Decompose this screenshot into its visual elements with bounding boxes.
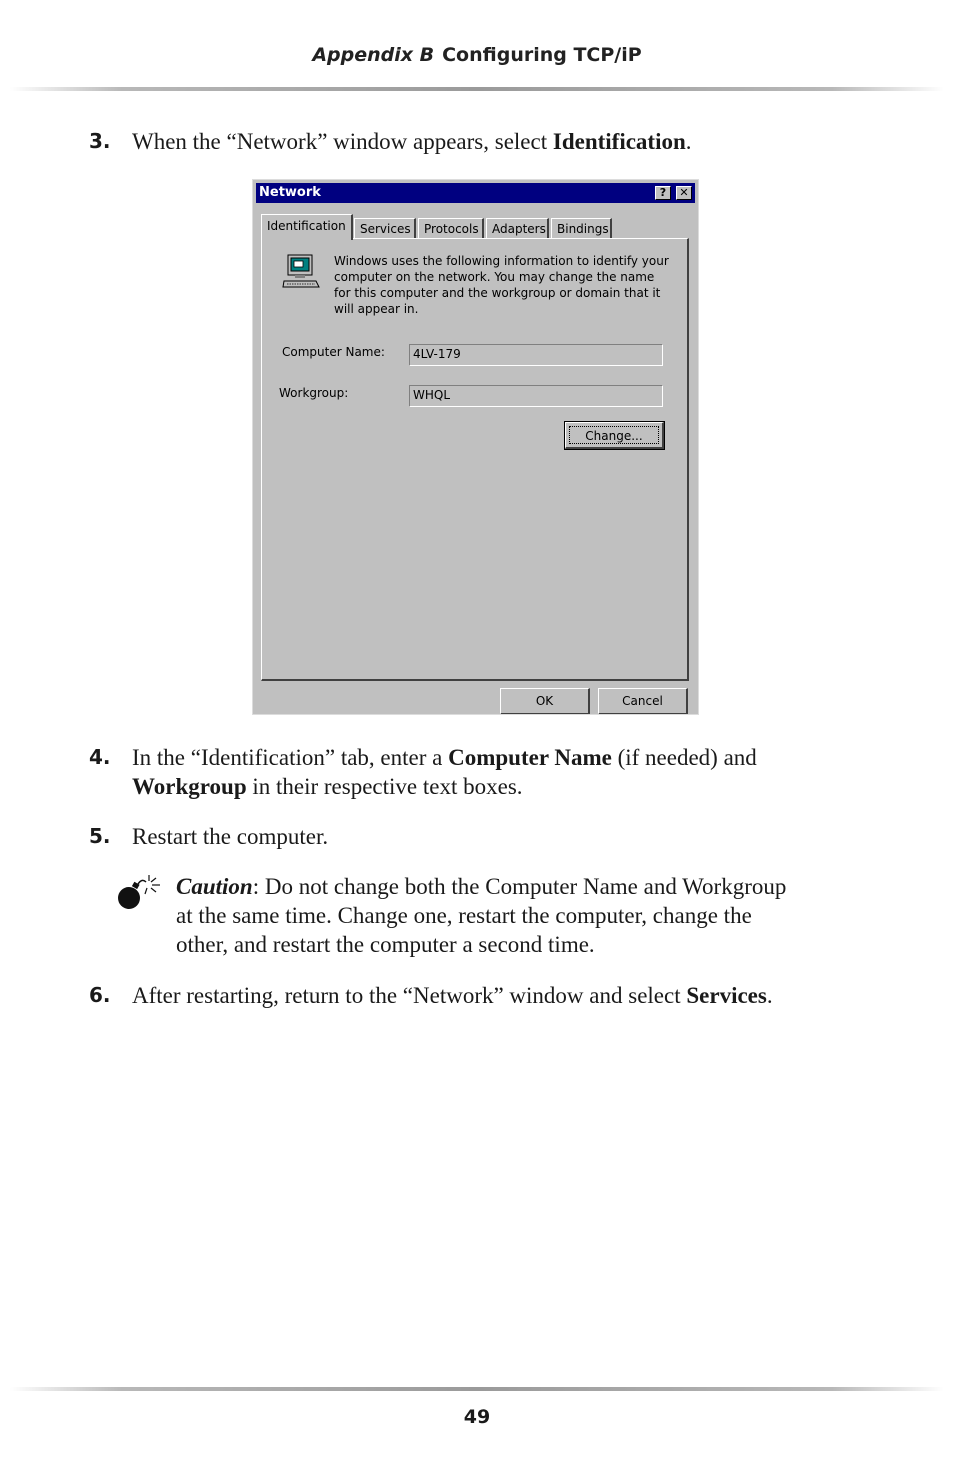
header-appendix: Appendix B (312, 44, 435, 66)
close-button[interactable]: ✕ (676, 186, 692, 200)
step-text-bold: Services (686, 983, 767, 1008)
step-text (132, 981, 832, 1010)
caution-text: : Do not change both the Computer Name and Workgroup at the same time. Change one, restart the computer, change the other, and restart the computer a second time. (176, 874, 787, 957)
step-text (132, 743, 812, 801)
tab-protocols[interactable]: Protocols (418, 218, 484, 239)
computer-icon (282, 253, 320, 291)
header-rule (10, 87, 944, 91)
running-header (0, 44, 954, 66)
dialog-title: Network (259, 185, 321, 200)
page-number: 49 (463, 1406, 491, 1428)
step-number: 5. (89, 824, 111, 848)
change-button[interactable] (565, 422, 664, 449)
caution-note (176, 872, 796, 959)
header-title: Configuring TCP/iP (442, 44, 642, 66)
step-text-bold: Computer Name (448, 745, 612, 770)
step-text (132, 127, 812, 156)
workgroup-input[interactable]: WHQL (409, 385, 663, 407)
workgroup-label: Workgroup: (279, 386, 349, 400)
step-number: 4. (89, 745, 111, 769)
step-text-part: . (766, 983, 773, 1008)
tab-adapters[interactable]: Adapters (486, 218, 549, 239)
ok-button[interactable]: OK (500, 688, 590, 715)
step-text-part: After restarting, return to the “Network” window and select (132, 983, 687, 1008)
change-button-label: Change... (569, 426, 659, 444)
identification-panel (261, 238, 689, 681)
identification-description: Windows uses the following information to identify your computer on the network. You may change the name for this computer and the workgroup or domain that it will appear in. (334, 254, 669, 316)
step-number: 3. (89, 129, 111, 153)
computer-name-input[interactable]: 4LV-179 (409, 344, 663, 366)
bomb-icon (116, 874, 164, 912)
tab-bindings[interactable]: Bindings (551, 218, 612, 239)
step-number: 6. (89, 983, 111, 1007)
step-text-part: When the “Network” window appears, select (132, 129, 553, 154)
tab-identification[interactable]: Identification (261, 214, 353, 240)
footer-rule (10, 1387, 944, 1391)
step-text-part: In the “Identification” tab, enter a (132, 745, 449, 770)
help-button[interactable]: ? (655, 186, 671, 200)
caution-label: Caution (176, 874, 253, 899)
step-text-part: . (685, 129, 692, 154)
step-text-bold: Identification (552, 129, 686, 154)
step-text-part: in their respective text boxes. (246, 774, 523, 799)
computer-name-label: Computer Name: (282, 345, 385, 359)
step-text: Restart the computer. (132, 824, 329, 849)
cancel-button[interactable]: Cancel (598, 688, 688, 715)
tab-services[interactable]: Services (354, 218, 416, 239)
step-text-part: (if needed) and (611, 745, 757, 770)
dialog-titlebar[interactable] (256, 183, 695, 203)
step-text-bold: Workgroup (132, 774, 247, 799)
network-dialog (252, 179, 699, 715)
